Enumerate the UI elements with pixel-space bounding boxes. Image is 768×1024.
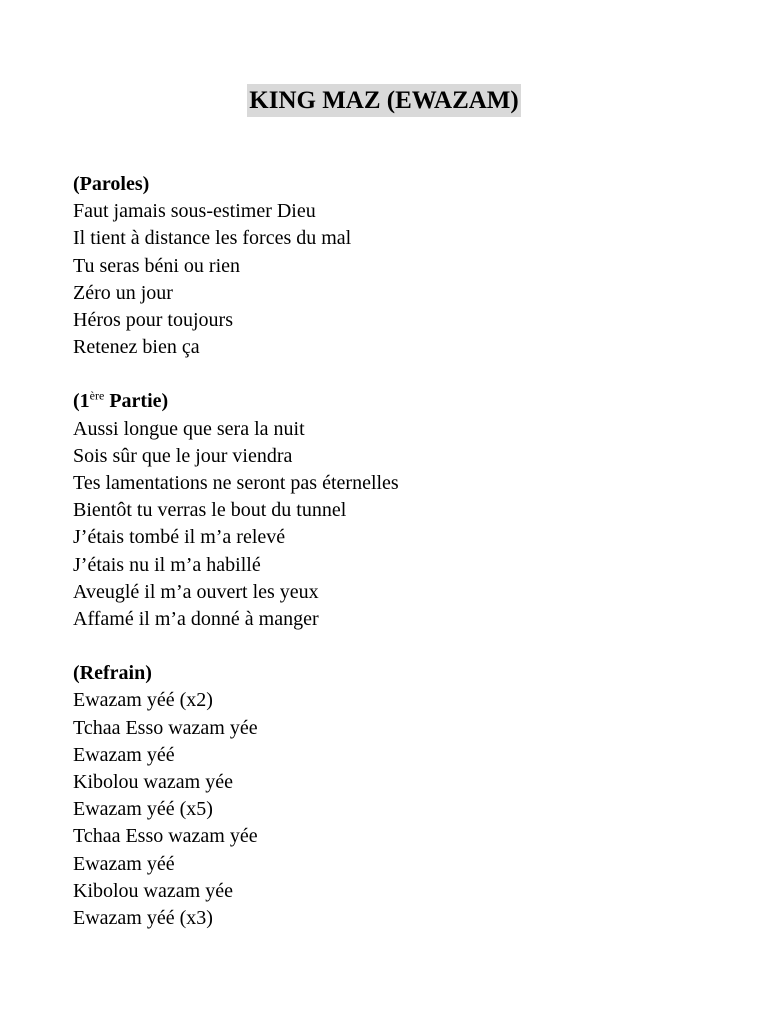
lyric-line: Ewazam yéé (x5) [73,798,213,821]
lyric-line: Héros pour toujours [73,309,233,332]
lyric-line: Ewazam yéé (x2) [73,689,213,712]
lyric-line: Ewazam yéé [73,743,175,766]
lyric-line: Ewazam yéé (x3) [73,907,213,930]
lyric-line: Sois sûr que le jour viendra [73,444,293,467]
lyric-line: J’étais nu il m’a habillé [73,553,261,576]
section-heading [73,388,723,415]
heading-prefix: (1 [73,390,90,413]
lyric-line: Faut jamais sous-estimer Dieu [73,200,316,223]
lyric-line: Kibolou wazam yée [73,771,233,794]
page-title: KING MAZ (EWAZAM) [247,84,520,117]
heading-suffix: Partie) [104,390,169,413]
section-premiere-partie [73,388,723,633]
lyrics-body [73,171,723,959]
section-heading: (Refrain) [73,662,152,685]
section-heading: (Paroles) [73,173,150,195]
lyric-line: Tchaa Esso wazam yée [73,716,258,739]
title-container [0,84,768,117]
lyric-line: Affamé il m’a donné à manger [73,608,319,631]
lyric-line: J’étais tombé il m’a relevé [73,526,286,549]
lyric-line: Ewazam yéé [73,852,175,875]
lyric-line: Aussi longue que sera la nuit [73,417,305,440]
lyric-line: Il tient à distance les forces du mal [73,227,352,250]
lyric-line: Tchaa Esso wazam yée [73,825,258,848]
lyric-line: Tes lamentations ne seront pas éternelles [73,472,399,495]
lyric-line: Kibolou wazam yée [73,879,233,902]
section-paroles [73,171,723,361]
section-refrain [73,660,723,932]
lyric-line: Retenez bien ça [73,336,200,359]
lyric-line: Zéro un jour [73,281,173,304]
lyric-line: Bientôt tu verras le bout du tunnel [73,499,347,522]
heading-superscript: ère [89,388,105,403]
lyric-line: Aveuglé il m’a ouvert les yeux [73,580,319,603]
lyric-line: Tu seras béni ou rien [73,254,241,277]
